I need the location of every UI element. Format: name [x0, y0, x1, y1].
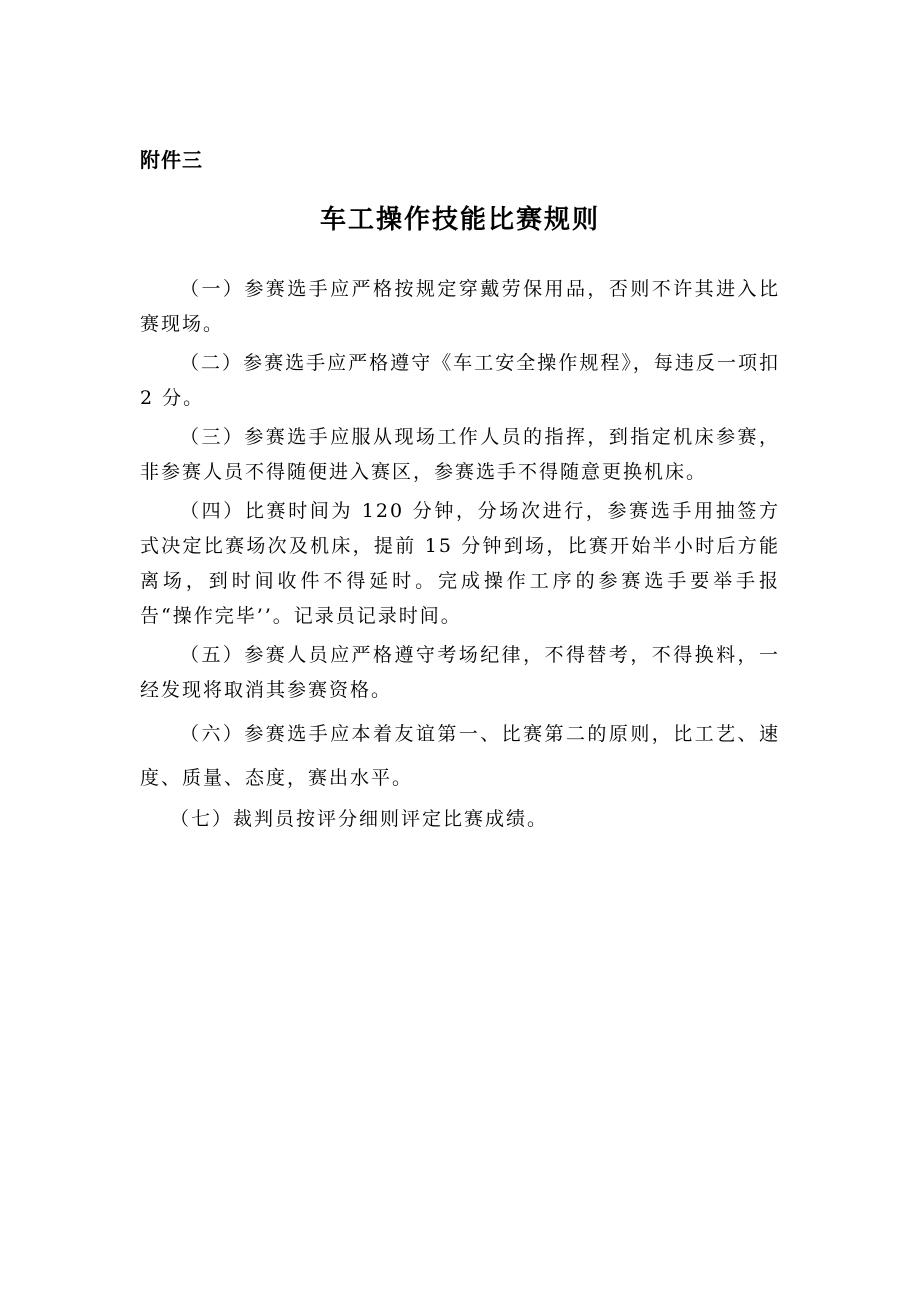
rule-5: （五）参赛人员应严格遵守考场纪律，不得替考，不得换料，一经发现将取消其参赛资格。 [140, 644, 780, 701]
rule-1: （一）参赛选手应严格按规定穿戴劳保用品，否则不许其进入比赛现场。 [140, 278, 780, 335]
rule-7: （七）裁判员按评分细则评定比赛成绩。 [170, 808, 549, 830]
rule-4: （四）比赛时间为 120 分钟，分场次进行，参赛选手用抽签方式决定比赛场次及机床，提前 15 分钟到场，比赛开始半小时后方能离场，到时间收件不得延时。完成操作工序的参赛选手要举手报告“操作完毕’’。记录员记录时间。 [140, 500, 780, 627]
rule-3: （三）参赛选手应服从现场工作人员的指挥，到指定机床参赛，非参赛人员不得随便进入赛区，参赛选手不得随意更换机床。 [140, 426, 780, 483]
rules-list [140, 272, 780, 841]
rule-6: （六）参赛选手应本着友谊第一、比赛第二的原则，比工艺、速度、质量、态度，赛出水平。 [140, 723, 780, 789]
document-title: 车工操作技能比赛规则 [319, 205, 600, 235]
rule-2: （二）参赛选手应严格遵守《车工安全操作规程》，每违反一项扣 2 分。 [140, 352, 780, 409]
attachment-label: 附件三 [140, 148, 203, 172]
